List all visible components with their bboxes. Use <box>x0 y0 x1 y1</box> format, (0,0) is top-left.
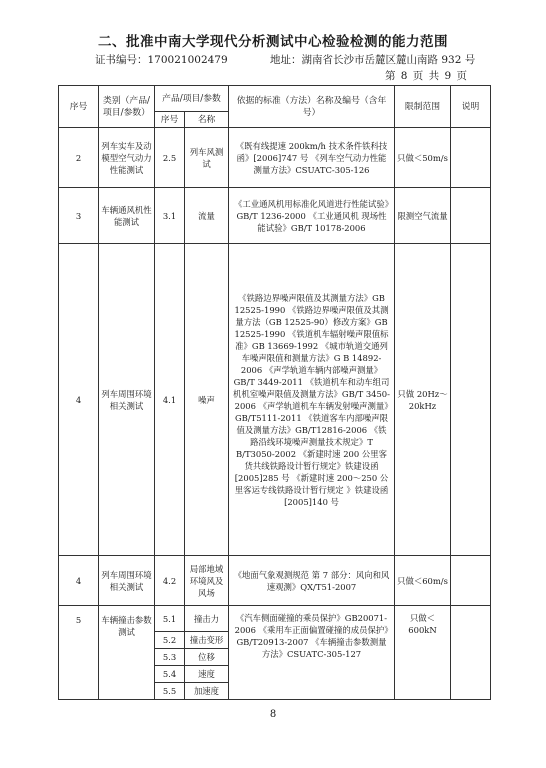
cell-name: 撞击变形 <box>185 632 229 649</box>
cell-limit: 只做＜60m/s <box>395 556 451 606</box>
header-standard: 依据的标准（方法）名称及编号（含年号） <box>229 86 395 128</box>
cell-category: 列车周围环境相关测试 <box>99 244 155 556</box>
cell-seq: 4 <box>59 244 99 556</box>
cell-no: 5.1 <box>155 606 185 632</box>
cell-standard: 《地面气象观测规范 第 7 部分：风向和风速观测》QX/T51-2007 <box>229 556 395 606</box>
cell-seq: 3 <box>59 188 99 244</box>
cell-no: 5.3 <box>155 649 185 666</box>
cell-name: 列车风测试 <box>185 128 229 188</box>
cell-limit: 只做 20Hz～20kHz <box>395 244 451 556</box>
cell-category: 列车周围环境相关测试 <box>99 556 155 606</box>
cell-category: 列车实车及动模型空气动力性能测试 <box>99 128 155 188</box>
cell-standard: 《既有线提速 200km/h 技术条件铁科技函》[2006]747 号 《列车空气动力性能测量方法》CSUATC-305-126 <box>229 128 395 188</box>
cell-no: 5.2 <box>155 632 185 649</box>
header-product: 产品/项目/参数 <box>155 86 229 112</box>
cell-note <box>451 556 491 606</box>
cell-no: 4.2 <box>155 556 185 606</box>
cell-name: 加速度 <box>185 683 229 700</box>
header-no: 序号 <box>155 112 185 128</box>
cell-seq: 5 <box>59 606 99 700</box>
cell-category: 车辆通风机性能测试 <box>99 188 155 244</box>
table-row <box>59 128 491 188</box>
page-info: 第 8 页 共 9 页 <box>384 70 468 82</box>
cell-no: 5.4 <box>155 666 185 683</box>
cell-no: 4.1 <box>155 244 185 556</box>
table-row <box>59 606 491 632</box>
cell-seq: 2 <box>59 128 99 188</box>
cell-no: 3.1 <box>155 188 185 244</box>
table-row <box>59 556 491 606</box>
cell-name: 位移 <box>185 649 229 666</box>
capability-table <box>58 85 491 700</box>
certificate-number: 证书编号：170021002479 <box>95 54 228 66</box>
cell-name: 局部地域环境风及风场 <box>185 556 229 606</box>
cell-seq: 4 <box>59 556 99 606</box>
header-note: 说明 <box>451 86 491 128</box>
table-row <box>59 244 491 556</box>
cell-name: 撞击力 <box>185 606 229 632</box>
cell-limit: 只做＜50m/s <box>395 128 451 188</box>
header-name: 名称 <box>185 112 229 128</box>
cell-standard: 《汽车侧面碰撞的乘员保护》GB20071-2006 《乘用车正面偏置碰撞的成员保护》GB/T20913-2007 《车辆撞击参数测量方法》CSUATC-305-127 <box>229 606 395 700</box>
header-category: 类别（产品/项目/参数） <box>99 86 155 128</box>
cell-limit: 限测空气流量 <box>395 188 451 244</box>
cell-category: 车辆撞击参数测试 <box>99 606 155 700</box>
cell-name: 速度 <box>185 666 229 683</box>
page-number: 8 <box>269 709 277 720</box>
cell-no: 2.5 <box>155 128 185 188</box>
cell-note <box>451 188 491 244</box>
table-row <box>59 188 491 244</box>
cell-note <box>451 128 491 188</box>
cell-standard: 《铁路边界噪声限值及其测量方法》GB 12525-1990 《铁路边界噪声限值及其测量方法（GB 12525-90）修改方案》GB 12525-1990 《铁道机车辐射噪声限值标准》GB 13669-1992 《城市轨道交通列车噪声限值和测量方法》G B 14892-2006 《声学轨道车辆内部噪声测量》GB/T 3449-2011 《铁道机车和动车组司机机室噪声限值及测量方法》GB/T 3450-2006 《声学轨道机车车辆发射噪声测量》GB/T5111-2011 《铁道客车内部噪声限值及测量方法》GB/T12816-2006 《铁路沿线环境噪声测量技术规定》T B/T3050-2002 《新建时速 200 公里客货共线铁路设计暂行规定》铁建设函 [2005]285 号 《新建时速 200～250 公里客运专线铁路设计暂行规定 》铁建设函 [2005]140 号 <box>229 244 395 556</box>
cell-no: 5.5 <box>155 683 185 700</box>
cell-standard: 《工业通风机用标准化风道进行性能试验》GB/T 1236-2000 《工业通风机 现场性能试验》GB/T 10178-2006 <box>229 188 395 244</box>
cell-note <box>451 244 491 556</box>
cell-note <box>451 606 491 700</box>
cell-limit: 只做＜600kN <box>395 606 451 700</box>
header-limit: 限制范围 <box>395 86 451 128</box>
page-title: 二、批准中南大学现代分析测试中心检验检测的能力范围 <box>98 34 448 50</box>
address: 地址：湖南省长沙市岳麓区麓山南路 932 号 <box>270 54 476 66</box>
cell-name: 噪声 <box>185 244 229 556</box>
header-seq: 序号 <box>59 86 99 128</box>
cell-name: 流量 <box>185 188 229 244</box>
